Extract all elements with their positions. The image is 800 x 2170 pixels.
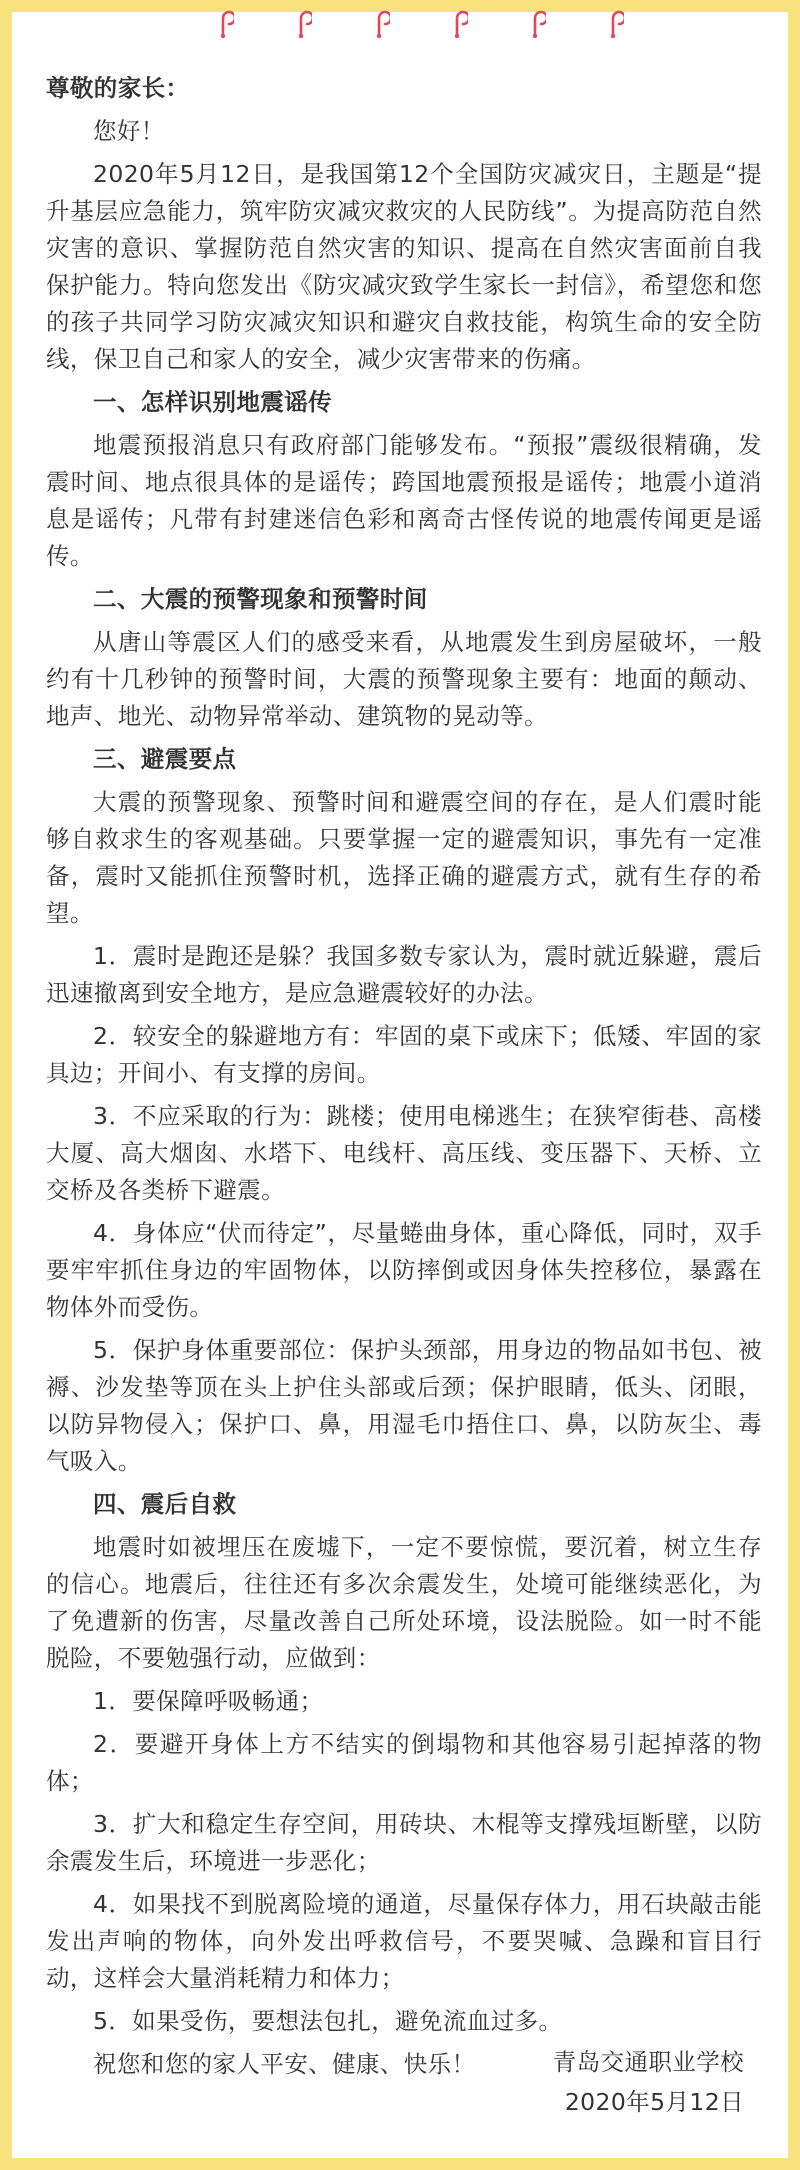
section-paragraph: 地震时如被埋压在废墟下，一定不要惊慌，要沉着，树立生存的信心。地震后，往往还有多次余震发生，处境可能继续恶化，为了免遭新的伤害，尽量改善自己所处环境，设法脱险。如一时不能脱险，不要勉强行动，应做到：	[46, 1533, 762, 1672]
list-item: 1．要保障呼吸畅通；	[93, 1687, 324, 1715]
list-item: 2．较安全的躲避地方有：牢固的桌下或床下；低矮、牢固的家具边；开间小、有支撑的房间。	[46, 1022, 762, 1087]
binder-ring-icon	[524, 8, 546, 38]
section-heading: 四、震后自救	[93, 1490, 237, 1518]
intro-paragraph: 2020年5月12日，是我国第12个全国防灾减灾日，主题是“提升基层应急能力，筑牢防灾减灾救灾的人民防线”。为提高防范自然灾害的意识、掌握防范自然灾害的知识、提高在自然灾害面前自我保护能力。特向您发出《防灾减灾致学生家长一封信》，希望您和您的孩子共同学习防灾减灾知识和避灾自救技能，构筑生命的安全防线，保卫自己和家人的安全，减少灾害带来的伤痛。	[46, 160, 762, 373]
letter-date: 2020年5月12日	[564, 2088, 744, 2116]
section-paragraph: 地震预报消息只有政府部门能够发布。“预报”震级很精确，发震时间、地点很具体的是谣传；跨国地震预报是谣传；地震小道消息是谣传；凡带有封建迷信色彩和离奇古怪传说的地震传闻更是谣传。	[46, 431, 762, 570]
signature-block	[553, 2042, 744, 2122]
binder-ring-icon	[290, 8, 312, 38]
list-item: 3．扩大和稳定生存空间，用砖块、木棍等支撑残垣断壁，以防余震发生后，环境进一步恶化；	[46, 1810, 762, 1875]
list-item: 1．震时是跑还是躲？我国多数专家认为，震时就近躲避，震后迅速撤离到安全地方，是应急避震较好的办法。	[46, 942, 762, 1007]
binder-ring-icon	[368, 8, 390, 38]
list-item: 4．如果找不到脱离险境的通道，尽量保存体力，用石块敲击能发出声响的物体，向外发出呼救信号，不要哭喊、急躁和盲目行动，这样会大量消耗精力和体力；	[46, 1890, 762, 1992]
section-paragraph: 从唐山等震区人们的感受来看，从地震发生到房屋破坏，一般约有十几秒钟的预警时间，大震的预警现象主要有：地面的颠动、地声、地光、动物异常举动、建筑物的晃动等。	[46, 628, 762, 730]
letter-body	[46, 70, 762, 2089]
list-item: 3．不应采取的行为：跳楼；使用电梯逃生；在狭窄街巷、高楼大厦、高大烟囱、水塔下、电线杆、高压线、变压器下、天桥、立交桥及各类桥下避震。	[46, 1102, 762, 1204]
binder-rings	[12, 8, 788, 38]
school-name: 青岛交通职业学校	[552, 2048, 744, 2076]
section-heading: 一、怎样识别地震谣传	[93, 388, 332, 416]
section-heading: 三、避震要点	[93, 745, 237, 773]
letter-paper	[12, 12, 788, 2158]
salutation: 尊敬的家长：	[46, 74, 190, 102]
section-heading: 二、大震的预警现象和预警时间	[93, 585, 428, 613]
list-item: 2．要避开身体上方不结实的倒塌物和其他容易引起掉落的物体；	[46, 1730, 762, 1795]
greeting: 您好！	[93, 117, 165, 145]
binder-ring-icon	[212, 8, 234, 38]
section-paragraph: 大震的预警现象、预警时间和避震空间的存在，是人们震时能够自救求生的客观基础。只要掌握一定的避震知识，事先有一定准备，震时又能抓住预警时机，选择正确的避震方式，就有生存的希望。	[46, 788, 762, 927]
closing-wish: 祝您和您的家人平安、健康、快乐！	[93, 2050, 476, 2078]
binder-ring-icon	[446, 8, 468, 38]
list-item: 4．身体应“伏而待定”，尽量蜷曲身体，重心降低，同时，双手要牢牢抓住身边的牢固物体，以防摔倒或因身体失控移位，暴露在物体外而受伤。	[46, 1219, 762, 1321]
list-item: 5．保护身体重要部位：保护头颈部，用身边的物品如书包、被褥、沙发垫等顶在头上护住头部或后颈；保护眼睛，低头、闭眼，以防异物侵入；保护口、鼻，用湿毛巾捂住口、鼻，以防灰尘、毒气吸入。	[46, 1336, 762, 1475]
list-item: 5．如果受伤，要想法包扎，避免流血过多。	[93, 2007, 563, 2035]
binder-ring-icon	[602, 8, 624, 38]
